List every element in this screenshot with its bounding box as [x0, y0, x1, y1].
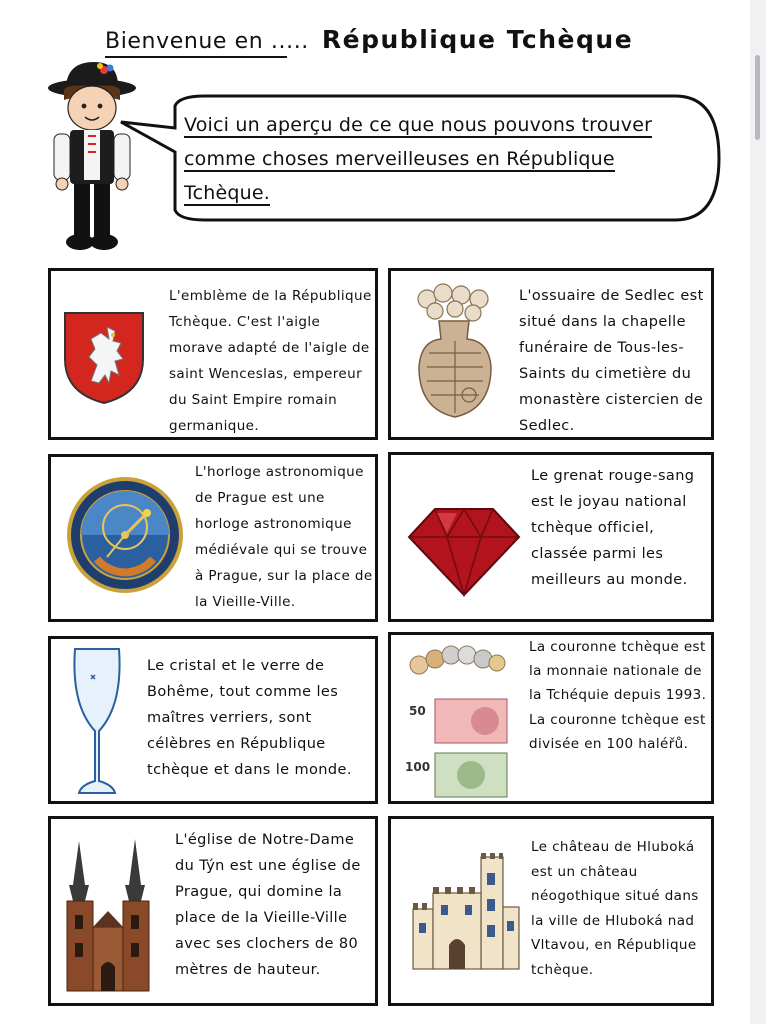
- banknote-value: 50: [409, 704, 426, 718]
- intro-line: Tchèque.: [184, 182, 270, 204]
- czech-koruna-icon: [405, 643, 517, 801]
- hluboka-castle-icon: [409, 853, 521, 973]
- garnet-gem-icon: [407, 505, 521, 597]
- card-text: La couronne tchèque est la monnaie nationale de la Tchéquie depuis 1993. La couronne tchèque est divisée en 100 haléřů.: [529, 639, 707, 752]
- card-text: Le cristal et le verre de Bohême, tout comme les maîtres verriers, sont célèbres en République tchèque et dans le monde.: [147, 658, 352, 778]
- title-country: République Tchèque: [321, 25, 634, 54]
- intro-line: Voici un aperçu de ce que nous pouvons trouver: [184, 114, 653, 136]
- card-text: L'église de Notre-Dame du Týn est une église de Prague, qui domine la place de la Vieille-Ville avec ses clochers de 80 mètres de hauteur.: [175, 832, 361, 978]
- card-text: L'emblème de la République Tchèque. C'est l'aigle morave adapté de l'aigle de saint Wenceslas, empereur du Saint Empire romain germanique.: [169, 288, 372, 434]
- card-garnet: [388, 452, 714, 622]
- card-tyn-church: [48, 816, 378, 1006]
- card-text: Le grenat rouge-sang est le joyau national tchèque officiel, classée parmi les meilleurs au monde.: [531, 468, 695, 588]
- banknote-value: 100: [405, 760, 431, 774]
- card-text: L'horloge astronomique de Prague est une horloge astronomique médiévale qui se trouve à Prague, sur la place de la Vieille-Ville.: [195, 464, 373, 610]
- card-hluboka-castle: [388, 816, 714, 1006]
- coat-of-arms-icon: [61, 309, 147, 405]
- wine-glass-icon: [69, 645, 125, 799]
- intro-text: [184, 108, 704, 210]
- intro-line: comme choses merveilleuses en République: [184, 148, 615, 170]
- card-ossuary: [388, 268, 714, 440]
- card-czech-koruna: [388, 632, 714, 804]
- tyn-church-icon: [61, 831, 155, 993]
- title-prefix: Bienvenue en .....: [105, 29, 309, 54]
- card-astronomical-clock: [48, 454, 378, 622]
- card-bohemian-glass: [48, 636, 378, 804]
- card-emblem: [48, 268, 378, 440]
- ossuary-icon: [409, 283, 499, 423]
- card-text: L'ossuaire de Sedlec est situé dans la chapelle funéraire de Tous-les-Saints du cimetière du monastère cistercien de Sedlec.: [519, 288, 704, 434]
- scrollbar-track[interactable]: [750, 0, 766, 1024]
- page-title: [105, 22, 725, 62]
- card-text: Le château de Hluboká est un château néogothique situé dans la ville de Hluboká nad Vltavou, en République tchèque.: [531, 839, 699, 978]
- astronomical-clock-icon: [67, 477, 183, 593]
- scrollbar-thumb[interactable]: [755, 55, 760, 140]
